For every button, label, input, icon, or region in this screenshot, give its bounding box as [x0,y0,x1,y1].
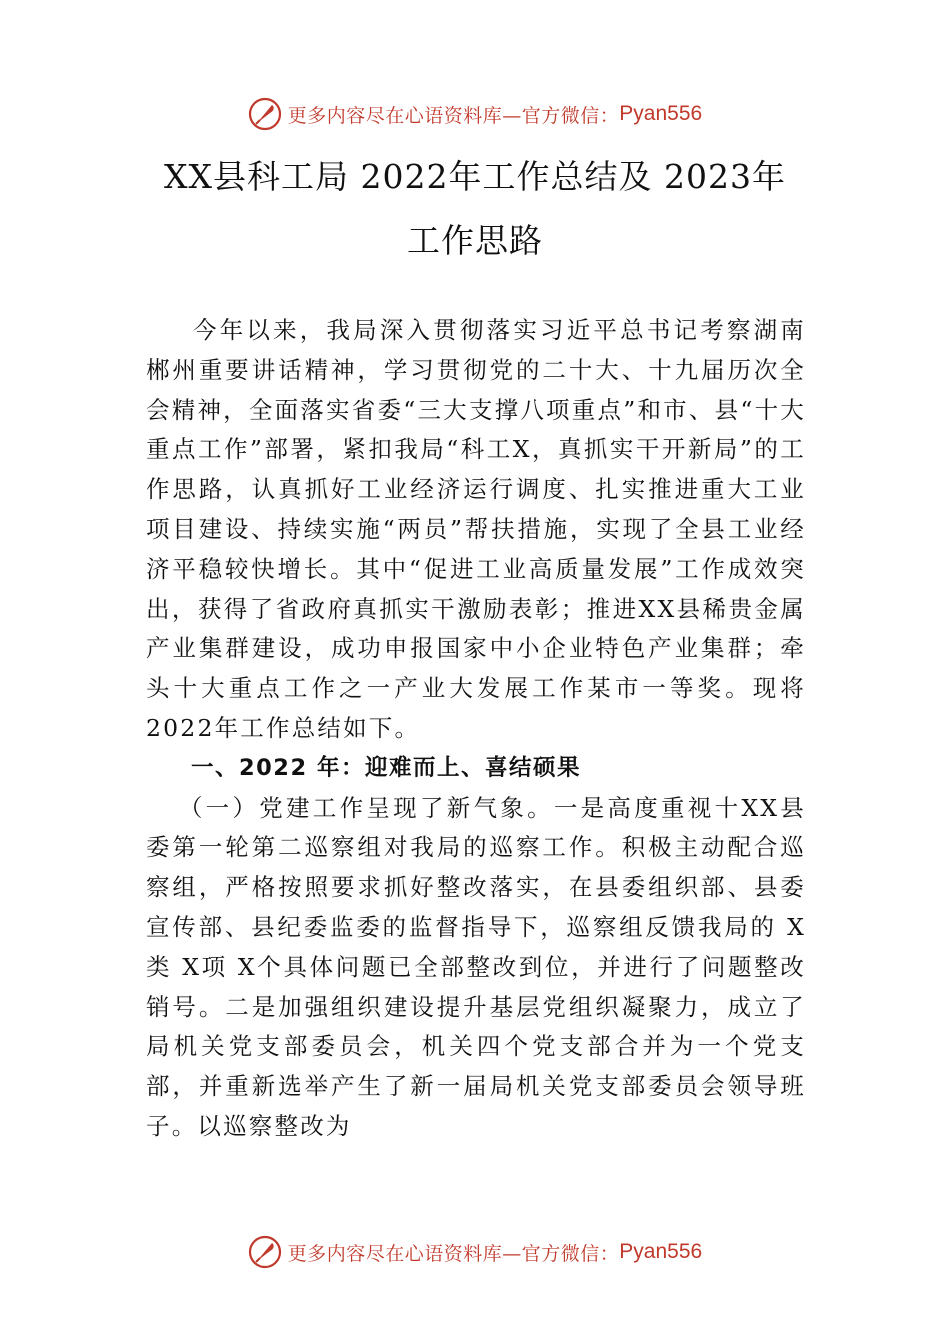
intro-paragraph: 今年以来，我局深入贯彻落实习近平总书记考察湖南郴州重要讲话精神，学习贯彻党的二十大、十九届历次全会精神，全面落实省委“三大支撑八项重点”和市、县“十大重点工作”部署，紧扣我局“科工X，真抓实干开新局”的工作思路，认真抓好工业经济运行调度、扎实推进重大工业项目建设、持续实施“两员”帮扶措施，实现了全县工业经济平稳较快增长。其中“促进工业高质量发展”工作成效突出，获得了省政府真抓实干激励表彰；推进XX县稀贵金属产业集群建设，成功申报国家中小企业特色产业集群；牵头十大重点工作之一产业大发展工作某市一等奖。现将 2022年工作总结如下。 [146,316,806,742]
quill-logo-icon [248,1235,282,1269]
document-title-line-2: 工作思路 [407,221,543,260]
document-body [146,311,806,1147]
document-title-line-1: XX县科工局 2022年工作总结及 2023年 [164,157,786,196]
watermark-text: 更多内容尽在心语资料库—官方微信： [287,104,620,127]
watermark-header [0,94,950,134]
watermark-footer [0,1232,950,1272]
watermark-text: 更多内容尽在心语资料库—官方微信： [287,1242,620,1265]
quill-logo-icon [248,97,282,131]
section-paragraph: （一）党建工作呈现了新气象。一是高度重视十XX县委第一轮第二巡察组对我局的巡察工作。积极主动配合巡察组，严格按照要求抓好整改落实，在县委组织部、县委宣传部、县纪委监委的监督指导下，巡察组反馈我局的 X类 X项 X个具体问题已全部整改到位，并进行了问题整改销号。二是加强组织建设提升基层党组织凝聚力，成立了局机关党支部委员会，机关四个党支部合并为一个党支部，并重新选举产生了新一届局机关党支部委员会领导班子。以巡察整改为 [146,793,806,1140]
watermark-handle: Pyan556 [619,102,703,125]
watermark-handle: Pyan556 [619,1240,703,1263]
section-heading: 一、2022 年：迎难而上、喜结硕果 [191,754,581,781]
